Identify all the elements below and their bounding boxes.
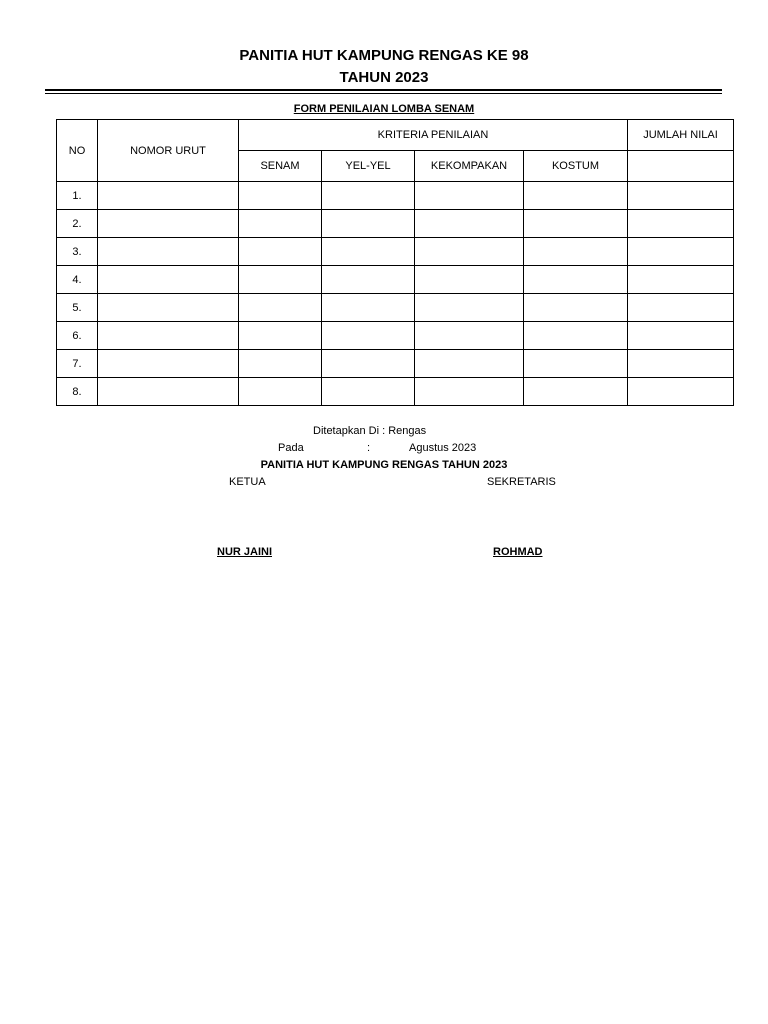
table-row [57,294,734,322]
kekompakan-cell [415,322,524,350]
jumlah-nilai-cell [628,238,734,266]
header-jumlah-blank [628,151,734,182]
yel-yel-cell [322,350,415,378]
pada-date: Agustus 2023 [409,442,477,454]
nomor-urut-cell [98,238,239,266]
jumlah-nilai-cell [628,210,734,238]
row-number: 6. [57,322,98,350]
senam-cell [239,210,322,238]
senam-cell [239,182,322,210]
kostum-cell [524,238,628,266]
row-number: 3. [57,238,98,266]
jumlah-nilai-cell [628,378,734,406]
row-number: 1. [57,182,98,210]
nomor-urut-cell [98,322,239,350]
nomor-urut-cell [98,378,239,406]
sekretaris-label: SEKRETARIS [487,476,556,488]
header-yel-yel: YEL-YEL [322,151,415,182]
header-senam: SENAM [239,151,322,182]
header-jumlah-nilai: JUMLAH NILAI [628,120,734,151]
kostum-cell [524,378,628,406]
yel-yel-cell [322,266,415,294]
yel-yel-cell [322,210,415,238]
table-row [57,322,734,350]
senam-cell [239,350,322,378]
jumlah-nilai-cell [628,350,734,378]
row-number: 8. [57,378,98,406]
kekompakan-cell [415,266,524,294]
nomor-urut-cell [98,182,239,210]
senam-cell [239,238,322,266]
yel-yel-cell [322,294,415,322]
jumlah-nilai-cell [628,322,734,350]
senam-cell [239,322,322,350]
kekompakan-cell [415,378,524,406]
row-number: 7. [57,350,98,378]
jumlah-nilai-cell [628,266,734,294]
kostum-cell [524,322,628,350]
kostum-cell [524,182,628,210]
form-title: FORM PENILAIAN LOMBA SENAM [293,103,475,115]
nomor-urut-cell [98,266,239,294]
committee-name: PANITIA HUT KAMPUNG RENGAS TAHUN 2023 [260,459,508,471]
row-number: 4. [57,266,98,294]
senam-cell [239,266,322,294]
ketua-name: NUR JAINI [217,546,273,558]
kekompakan-cell [415,182,524,210]
kostum-cell [524,266,628,294]
score-table-body [57,182,734,406]
yel-yel-cell [322,238,415,266]
yel-yel-cell [322,378,415,406]
kostum-cell [524,350,628,378]
document-title: PANITIA HUT KAMPUNG RENGAS KE 98 [239,47,529,64]
table-row [57,238,734,266]
header-rule-thick [45,89,722,91]
header-nomor-urut: NOMOR URUT [98,120,239,182]
header-kekompakan: KEKOMPAKAN [415,151,524,182]
yel-yel-cell [322,322,415,350]
ditetapkan-di: Ditetapkan Di : Rengas [313,425,427,437]
header-no: NO [57,120,98,182]
yel-yel-cell [322,182,415,210]
header-kostum: KOSTUM [524,151,628,182]
jumlah-nilai-cell [628,294,734,322]
row-number: 5. [57,294,98,322]
table-row [57,350,734,378]
sekretaris-name: ROHMAD [493,546,543,558]
kostum-cell [524,294,628,322]
kekompakan-cell [415,210,524,238]
row-number: 2. [57,210,98,238]
pada-colon: : [367,442,371,454]
nomor-urut-cell [98,210,239,238]
table-row [57,210,734,238]
nomor-urut-cell [98,294,239,322]
document-subtitle-year: TAHUN 2023 [339,69,429,86]
header-rule-thin [45,93,722,94]
ketua-label: KETUA [229,476,266,488]
table-row [57,378,734,406]
header-kriteria-penilaian: KRITERIA PENILAIAN [239,120,628,151]
jumlah-nilai-cell [628,182,734,210]
senam-cell [239,378,322,406]
senam-cell [239,294,322,322]
table-row [57,182,734,210]
kostum-cell [524,210,628,238]
pada-label: Pada [278,442,304,454]
nomor-urut-cell [98,350,239,378]
score-table [56,119,734,406]
kekompakan-cell [415,238,524,266]
kekompakan-cell [415,294,524,322]
table-row [57,266,734,294]
kekompakan-cell [415,350,524,378]
